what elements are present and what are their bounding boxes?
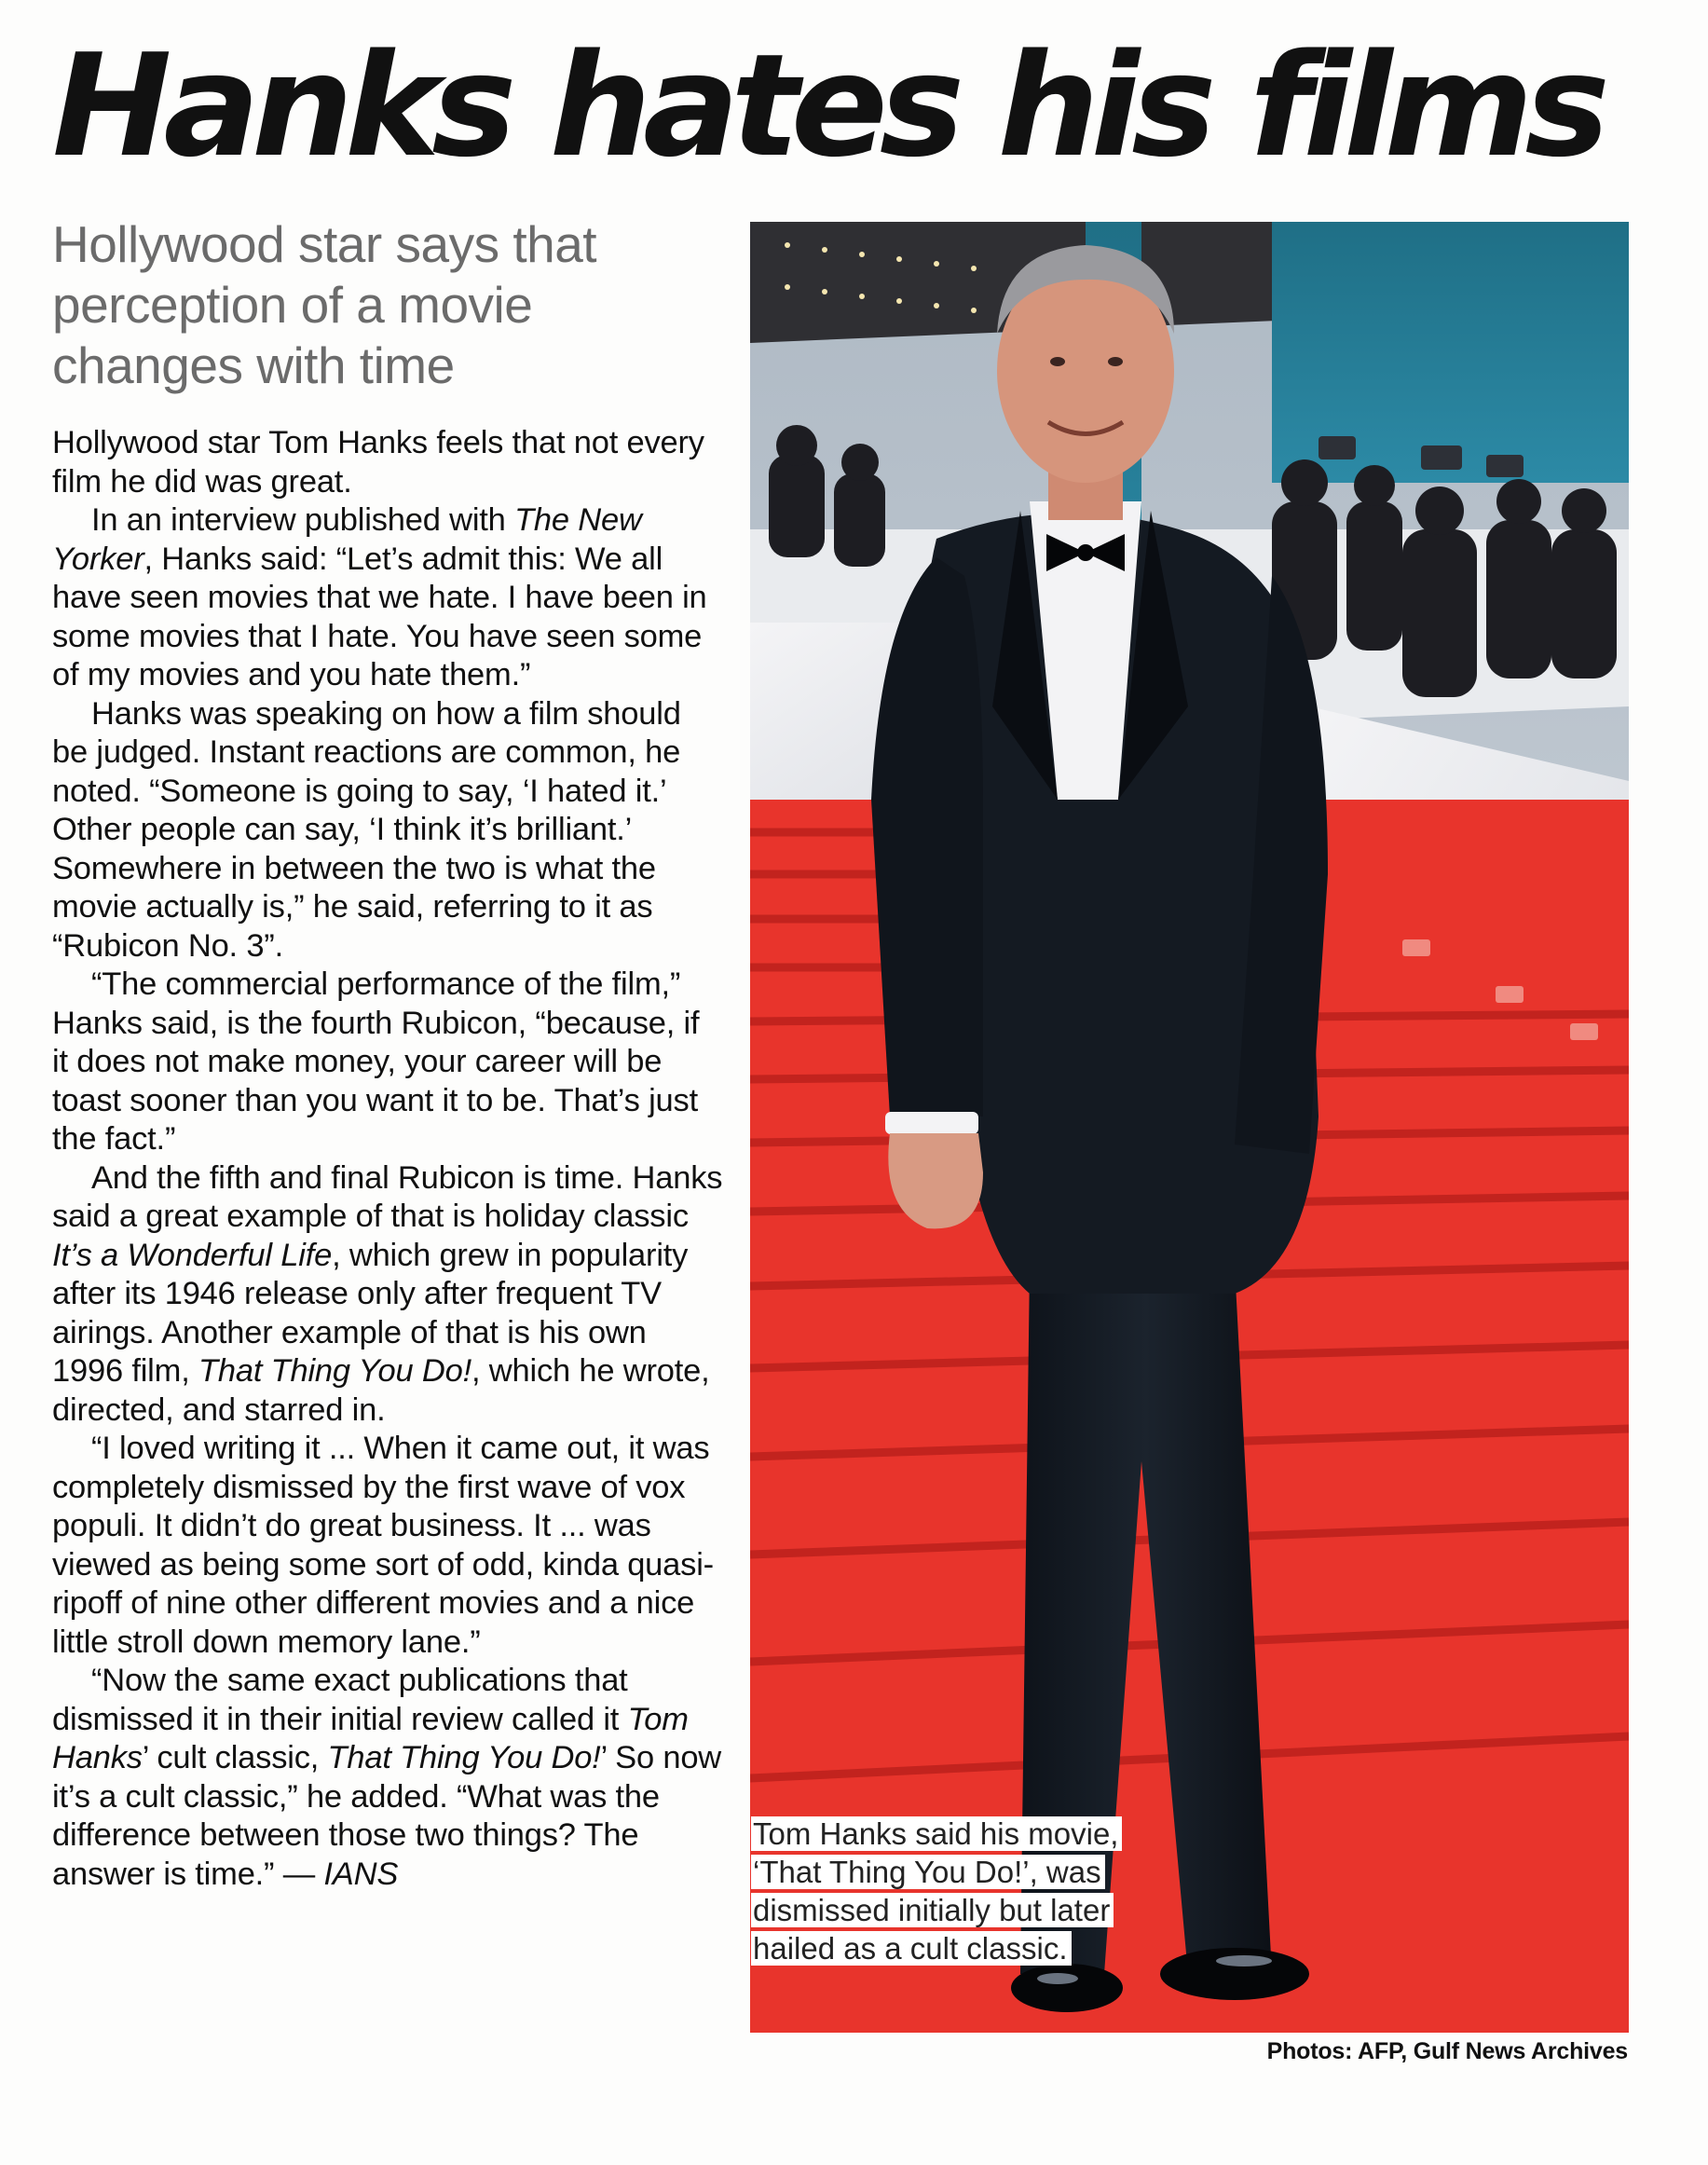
paragraph-3: Hanks was speaking on how a film should be judged. Instant reactions are common, he noted. “Someone is going to say, ‘I hated it.’ Other people can say, ‘I think it’s brilliant.’ Somewhere in between the two is what the movie actually is,” he said, referring to it as “Rubicon No. 3”. [52,695,681,964]
paragraph-5: And the fifth and final Rubicon is time. Hanks said a great example of that is holiday classic It’s a Wonderful Life, which grew in popularity after its 1946 release only after frequent TV airings. Another example of that is his own 1996 film, That Thing You Do!, which he wrote, directed, and starred in. [52,1159,723,1428]
paragraph-2: In an interview published with The New Yorker, Hanks said: “Let’s admit this: We all have seen movies that we hate. I have been in some movies that I hate. You have seen some of my movies and you hate them.” [52,502,707,692]
article-body [52,424,723,1894]
headline: Hanks hates his films [52,23,1602,188]
subheadline: Hollywood star says that perception of a movie changes with time [52,215,597,394]
film-title: That Thing You Do! [198,1353,472,1389]
paragraph-1: Hollywood star Tom Hanks feels that not every film he did was great. [52,425,704,500]
paragraph-7: “Now the same exact publications that dismissed it in their initial review called it Tom Hanks’ cult classic, That Thing You Do!’ So now it’s a cult classic,” he added. “What was the difference between those two things? The answer is time.” — IANS [52,1663,722,1892]
photo-caption [751,1815,1161,1967]
photo-caption-text: Tom Hanks said his movie, ‘That Thing You Do!’, was dismissed initially but later hailed as a cult classic. [751,1816,1122,1966]
paragraph-6: “I loved writing it ... When it came out, it was completely dismissed by the first wave of vox populi. It didn’t do great business. It ... was viewed as being some sort of odd, kinda quasi-ripoff of nine other different movies and a nice little stroll down memory lane.” [52,1431,714,1660]
film-title: It’s a Wonderful Life [52,1237,333,1273]
photo-credit: Photos: AFP, Gulf News Archives [1266,2038,1628,2064]
publication-name: The New Yorker [52,502,642,577]
actor-name: Tom Hanks [52,1701,689,1775]
paragraph-4: “The commercial performance of the film,” Hanks said, is the fourth Rubicon, “because, if it does not make money, your career will be toast sooner than you want it to be. That’s just the fact.” [52,966,700,1157]
red-carpet-photo [750,222,1629,2033]
film-title: That Thing You Do! [327,1740,601,1775]
news-source: IANS [323,1856,399,1892]
